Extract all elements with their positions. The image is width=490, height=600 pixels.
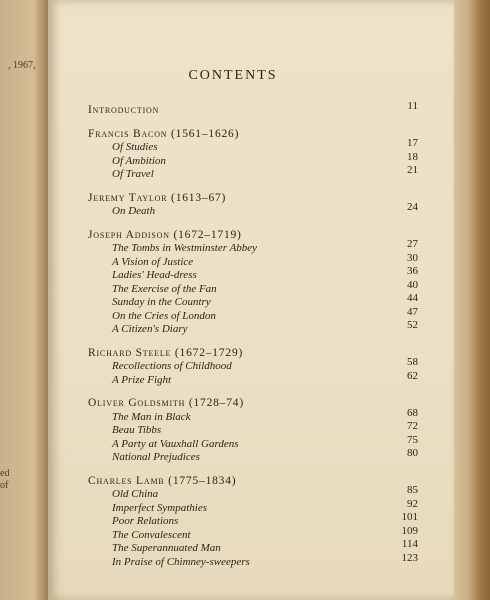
toc-entry-title: In Praise of Chimney-sweepers (112, 555, 250, 568)
left-page-fragment: ed (0, 468, 10, 479)
book-page-edges (454, 0, 490, 600)
toc-entry-title: Poor Relations (112, 515, 179, 527)
toc-entry (88, 151, 418, 165)
toc-section (88, 393, 418, 461)
toc-entry (88, 370, 418, 384)
toc-entry-title: A Vision of Justice (112, 255, 194, 268)
toc-entry (88, 292, 418, 306)
toc-section (88, 188, 418, 215)
toc-entry-title: Sunday in the Country (112, 296, 211, 308)
toc-entry-title: A Prize Fight (112, 373, 172, 386)
toc-entry (88, 434, 418, 448)
toc-entry-title: The Exercise of the Fan (112, 282, 217, 295)
toc-section (88, 343, 418, 384)
table-of-contents (88, 100, 418, 575)
toc-entry-title: Of Travel (112, 168, 154, 180)
toc-page-number: 68 (407, 406, 418, 419)
toc-page-number: 114 (401, 538, 418, 550)
toc-entry-title: On Death (112, 205, 156, 217)
toc-page-number: 36 (407, 265, 418, 277)
toc-author-row (88, 100, 418, 114)
toc-author-row (88, 393, 418, 407)
toc-author-row (88, 225, 418, 239)
toc-entry (88, 238, 418, 252)
toc-entry-title: Ladies' Head-dress (112, 269, 197, 281)
toc-entry-title: The Man in Black (112, 410, 191, 423)
toc-entry (88, 420, 418, 434)
toc-page-number: 62 (407, 369, 418, 382)
toc-entry-title: The Convalescent (112, 528, 191, 541)
toc-author: Jeremy Taylor (1613–67) (88, 191, 227, 204)
toc-entry (88, 552, 418, 566)
toc-entry (88, 511, 418, 525)
toc-author-row (88, 343, 418, 357)
toc-entry (88, 279, 418, 293)
toc-author-row (88, 124, 418, 138)
toc-entry (88, 252, 418, 266)
toc-entry (88, 447, 418, 461)
toc-entry-title: Of Ambition (112, 154, 166, 167)
toc-entry-title: A Party at Vauxhall Gardens (112, 437, 239, 450)
toc-entry (88, 319, 418, 333)
toc-page-number: 123 (401, 551, 418, 564)
toc-section (88, 124, 418, 178)
toc-entry (88, 356, 418, 370)
toc-page-number: 11 (407, 100, 418, 112)
toc-page-number: 52 (407, 319, 418, 331)
toc-page-number: 80 (407, 447, 418, 459)
toc-entry (88, 484, 418, 498)
toc-entry-title: Old China (112, 488, 159, 500)
toc-entry-title: On the Cries of London (112, 309, 216, 322)
toc-entry (88, 525, 418, 539)
toc-page-number: 58 (407, 356, 418, 368)
toc-page-number: 109 (401, 524, 418, 537)
toc-author-row (88, 188, 418, 202)
toc-page-number: 92 (407, 497, 418, 510)
toc-page-number: 40 (407, 278, 418, 291)
toc-entry-title: The Superannuated Man (112, 542, 221, 554)
toc-section (88, 100, 418, 114)
toc-page-number: 75 (407, 433, 418, 446)
toc-page-number: 101 (401, 511, 418, 523)
toc-entry (88, 265, 418, 279)
toc-entry (88, 306, 418, 320)
toc-author: Oliver Goldsmith (1728–74) (88, 397, 244, 409)
toc-page-number: 27 (407, 238, 418, 250)
toc-page-number: 30 (407, 251, 418, 264)
toc-entry (88, 407, 418, 421)
toc-entry (88, 538, 418, 552)
toc-entry (88, 498, 418, 512)
toc-author-row (88, 471, 418, 485)
toc-author: Francis Bacon (1561–1626) (88, 127, 240, 140)
toc-page-number: 47 (407, 305, 418, 318)
toc-page-number: 85 (407, 484, 418, 496)
toc-entry (88, 164, 418, 178)
toc-page-number: 17 (407, 137, 418, 149)
toc-author: Joseph Addison (1672–1719) (88, 228, 242, 241)
toc-entry-title: The Tombs in Westminster Abbey (112, 242, 258, 254)
toc-entry-title: Imperfect Sympathies (112, 501, 207, 514)
toc-entry (88, 201, 418, 215)
toc-author: Charles Lamb (1775–1834) (88, 474, 237, 487)
page-title: CONTENTS (188, 68, 278, 83)
toc-page-number: 21 (407, 164, 418, 176)
left-page-fragment: of (0, 480, 9, 491)
toc-entry-title: A Citizen's Diary (112, 323, 188, 335)
toc-entry-title: National Prejudices (112, 451, 200, 463)
left-page-fragment: , 1967, (8, 60, 36, 71)
toc-page-number: 72 (407, 420, 418, 432)
toc-entry-title: Recollections of Childhood (112, 360, 232, 372)
contents-page (48, 0, 454, 600)
toc-page-number: 44 (407, 292, 418, 304)
toc-author: Richard Steele (1672–1729) (88, 346, 244, 359)
toc-section (88, 471, 418, 566)
toc-page-number: 24 (407, 201, 418, 213)
toc-section (88, 225, 418, 333)
left-page-edge (0, 0, 48, 600)
toc-author: Introduction (88, 104, 160, 116)
toc-entry-title: Beau Tibbs (112, 424, 162, 436)
toc-page-number: 18 (407, 150, 418, 163)
toc-entry-title: Of Studies (112, 141, 158, 153)
toc-entry (88, 137, 418, 151)
